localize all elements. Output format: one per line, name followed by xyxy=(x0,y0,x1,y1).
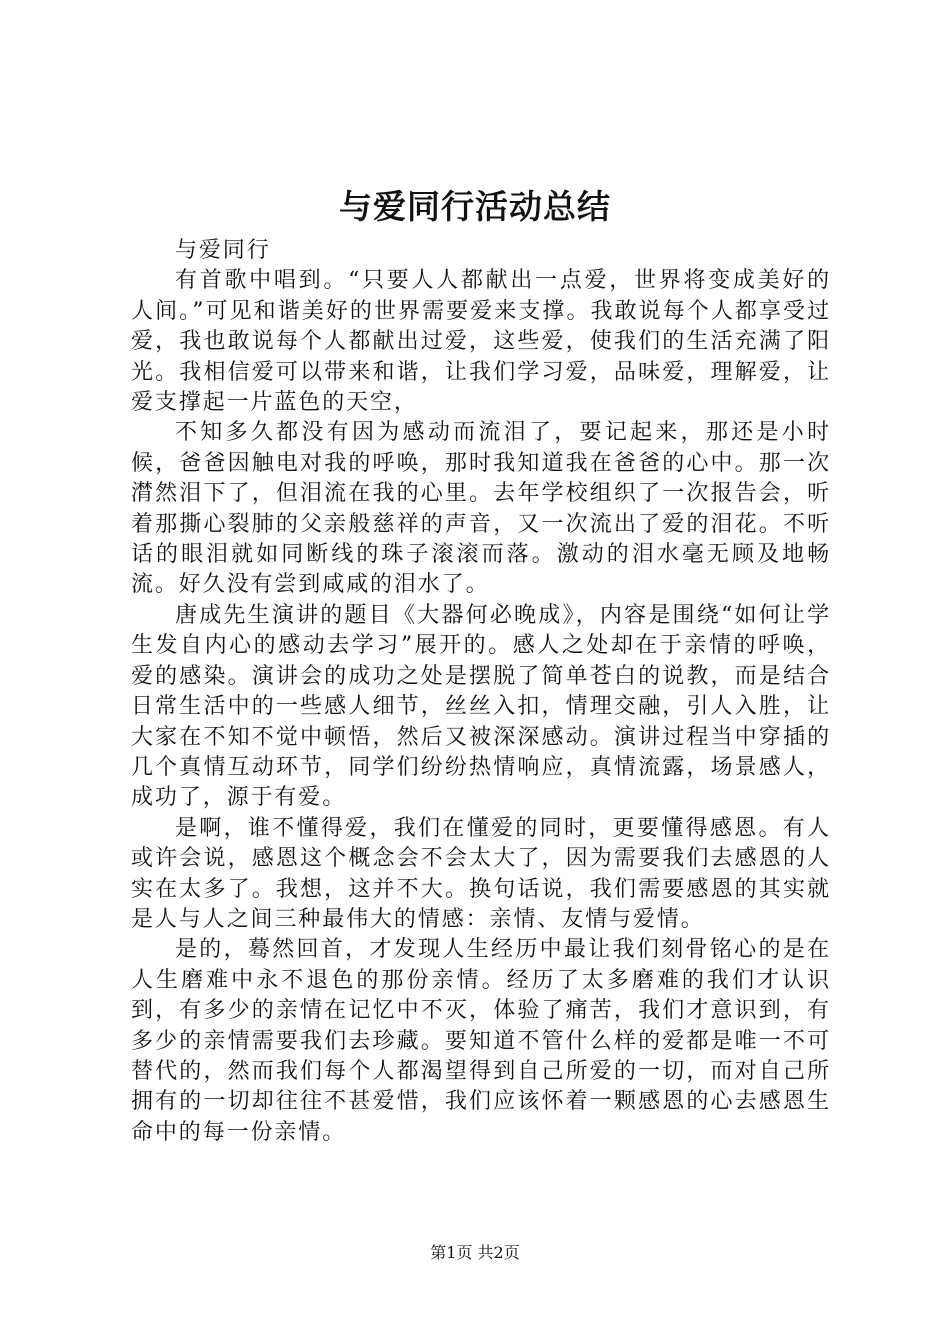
body-paragraph: 是啊，谁不懂得爱，我们在懂爱的同时，更要懂得感恩。有人或许会说，感恩这个概念会不会太大了，因为需要我们去感恩的人实在太多了。我想，这并不大。换句话说，我们需要感恩的其实就是人与人之间三种最伟大的情感：亲情、友情与爱情。 xyxy=(131,815,831,932)
page-number-footer: 第1页 共2页 xyxy=(430,1243,520,1262)
subtitle-paragraph: 与爱同行 xyxy=(175,238,271,263)
body-paragraph: 是的，蓦然回首，才发现人生经历中最让我们刻骨铭心的是在人生磨难中永不退色的那份亲情。经历了太多磨难的我们才认识到，有多少的亲情在记忆中不灭，体验了痛苦，我们才意识到，有多少的亲情需要我们去珍藏。要知道不管什么样的爱都是唯一不可替代的，然而我们每个人都渴望得到自己所爱的一切，而对自己所拥有的一切却往往不甚爱惜，我们应该怀着一颗感恩的心去感恩生命中的每一份亲情。 xyxy=(131,937,831,1145)
body-paragraph: 有首歌中唱到。“只要人人都献出一点爱，世界将变成美好的人间。”可见和谐美好的世界需要爱来支撑。我敢说每个人都享受过爱，我也敢说每个人都献出过爱，这些爱，使我们的生活充满了阳光。我相信爱可以带来和谐，让我们学习爱，品味爱，理解爱，让爱支撑起一片蓝色的天空， xyxy=(131,268,831,416)
body-paragraph: 不知多久都没有因为感动而流泪了，要记起来，那还是小时候，爸爸因触电对我的呼唤，那时我知道我在爸爸的心中。那一次潸然泪下了，但泪流在我的心里。去年学校组织了一次报告会，听着那撕心裂肺的父亲般慈祥的声音，又一次流出了爱的泪花。不听话的眼泪就如同断线的珠子滚滚而落。激动的泪水毫无顾及地畅流。好久没有尝到咸咸的泪水了。 xyxy=(131,420,831,598)
document-body xyxy=(131,236,831,1148)
document-title: 与爱同行活动总结 xyxy=(339,187,611,226)
body-paragraph: 唐成先生演讲的题目《大器何必晚成》，内容是围绕“如何让学生发自内心的感动去学习”展开的。感人之处却在于亲情的呼唤，爱的感染。演讲会的成功之处是摆脱了简单苍白的说教，而是结合日常生活中的一些感人细节，丝丝入扣，情理交融，引人入胜，让大家在不知不觉中顿悟，然后又被深深感动。演讲过程当中穿插的几个真情互动环节，同学们纷纷热情响应，真情流露，场景感人，成功了，源于有爱。 xyxy=(131,602,831,811)
